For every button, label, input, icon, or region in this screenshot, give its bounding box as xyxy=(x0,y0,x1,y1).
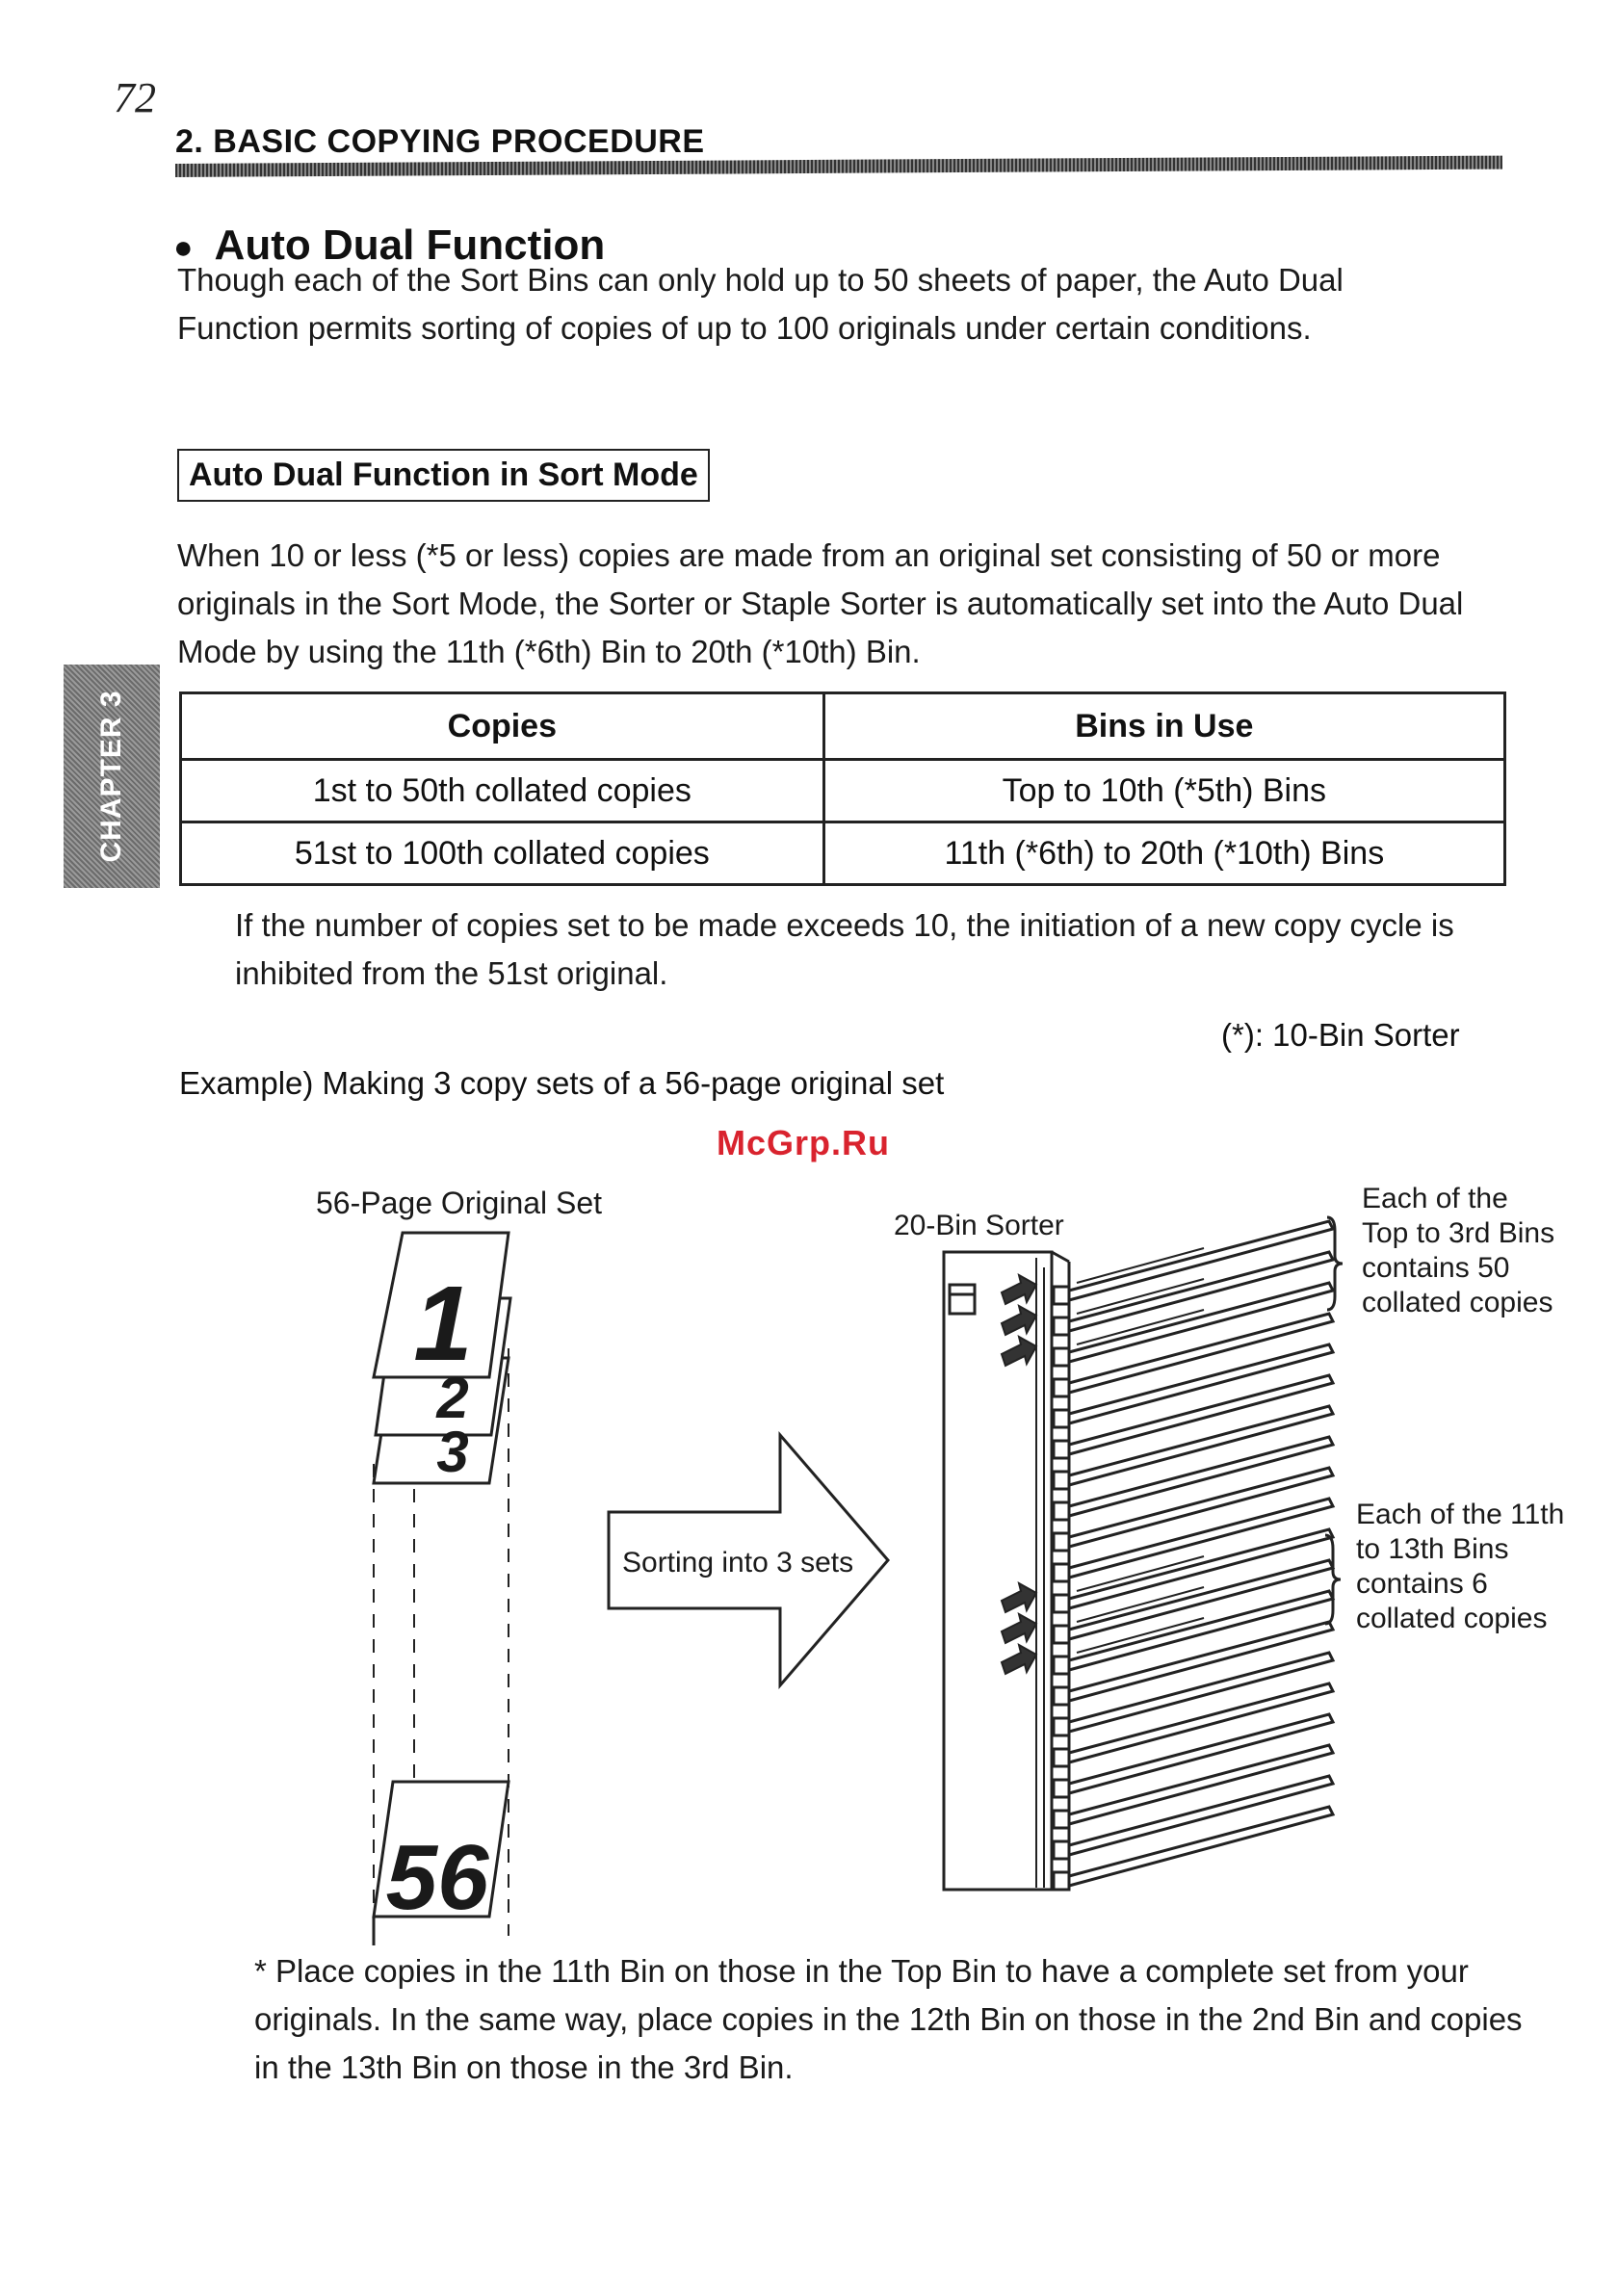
bin-paper-stack xyxy=(1077,1248,1204,1283)
sort-mode-description: When 10 or less (*5 or less) copies are made from an original set consisting of 50 or more originals in the Sort Mode, the Sorter or Staple Sorter is automatically set into the Auto Dual Mode by using the 11th (*6th) Bin to 20th (*10th) Bin. xyxy=(177,537,1464,669)
bin-slot xyxy=(1054,1841,1069,1859)
callout-top-line: Each of the xyxy=(1362,1183,1508,1214)
callout-top xyxy=(1362,1183,1554,1318)
callout-bottom-line: contains 6 xyxy=(1356,1568,1488,1600)
callout-top-line: contains 50 xyxy=(1362,1252,1510,1284)
page-third-number: 3 xyxy=(436,1420,469,1484)
bin-slot xyxy=(1054,1687,1069,1705)
bin-slot xyxy=(1054,1533,1069,1551)
sort-mode-heading: Auto Dual Function in Sort Mode xyxy=(177,449,710,502)
table-header-bins: Bins in Use xyxy=(823,693,1504,760)
intro-paragraph: Though each of the Sort Bins can only hold up to 50 sheets of paper, the Auto Dual Function permits sorting of copies of up to 100 originals under certain conditions. xyxy=(177,262,1344,346)
bin-slot xyxy=(1054,1564,1069,1581)
bin-slot xyxy=(1054,1718,1069,1735)
bin-slot xyxy=(1054,1749,1069,1766)
sorter-body xyxy=(944,1252,1069,1890)
sorting-arrow-label: Sorting into 3 sets xyxy=(622,1547,854,1578)
table-header-row xyxy=(181,693,1505,760)
watermark: McGrp.Ru xyxy=(717,1123,891,1162)
example-caption: Example) Making 3 copy sets of a 56-page original set xyxy=(179,1065,945,1101)
table-cell: 1st to 50th collated copies xyxy=(181,760,824,822)
bin-slot xyxy=(1054,1318,1069,1335)
section-title: 2. BASIC COPYING PROCEDURE xyxy=(175,123,705,160)
table-cell: 11th (*6th) to 20th (*10th) Bins xyxy=(823,822,1504,885)
bin-slot xyxy=(1054,1595,1069,1612)
callout-bottom xyxy=(1356,1499,1564,1634)
table-row xyxy=(181,822,1505,885)
table-header-copies: Copies xyxy=(181,693,824,760)
bin-slot xyxy=(1054,1472,1069,1489)
copy-limit-note: If the number of copies set to be made exceeds 10, the initiation of a new copy cycle is inhibited from the 51st original. xyxy=(235,907,1454,991)
sorter-label: 20-Bin Sorter xyxy=(894,1210,1064,1241)
callout-bottom-brace xyxy=(1325,1535,1341,1624)
callout-bottom-line: Each of the 11th xyxy=(1356,1499,1565,1530)
bin-slot xyxy=(1054,1657,1069,1674)
callout-bottom-line: collated copies xyxy=(1356,1603,1548,1634)
bin-slot xyxy=(1054,1348,1069,1366)
chapter-tab-label: CHAPTER 3 xyxy=(95,690,127,863)
callout-top-line: collated copies xyxy=(1362,1287,1553,1318)
bins-table xyxy=(179,691,1506,886)
bin-slot xyxy=(1054,1780,1069,1797)
chapter-tab xyxy=(64,665,160,888)
table-cell: 51st to 100th collated copies xyxy=(181,822,824,885)
bin-slot xyxy=(1054,1379,1069,1396)
page-second-number: 2 xyxy=(436,1366,469,1430)
reference-label: (*): 10-Bin Sorter xyxy=(1221,1017,1460,1053)
sorter-bins xyxy=(1054,1221,1333,1890)
bin-slot xyxy=(1054,1502,1069,1520)
bin-slot xyxy=(1054,1410,1069,1427)
table-cell: Top to 10th (*5th) Bins xyxy=(823,760,1504,822)
table-row xyxy=(181,760,1505,822)
page-last-number: 56 xyxy=(385,1826,489,1929)
bin-slot xyxy=(1054,1626,1069,1643)
bin-slot xyxy=(1054,1287,1069,1304)
bullet-dot-icon: ● xyxy=(173,228,194,266)
callout-top-line: Top to 3rd Bins xyxy=(1362,1217,1555,1249)
bin-slot xyxy=(1054,1872,1069,1890)
original-set-label: 56-Page Original Set xyxy=(316,1186,603,1220)
callout-bottom-line: to 13th Bins xyxy=(1356,1533,1509,1565)
bin-slot xyxy=(1054,1811,1069,1828)
page-number: 72 xyxy=(114,74,156,121)
sorting-diagram xyxy=(0,1175,1618,1945)
page-first-number: 1 xyxy=(413,1265,473,1383)
auto-dual-heading-text: Auto Dual Function xyxy=(214,222,606,269)
footnote: * Place copies in the 11th Bin on those in the Top Bin to have a complete set from your originals. In the same way, place copies in the 12th Bin on those in the 2nd Bin and copies in the 13th Bin on those in the 3rd Bin. xyxy=(254,1953,1523,2085)
bin-slot xyxy=(1054,1441,1069,1458)
